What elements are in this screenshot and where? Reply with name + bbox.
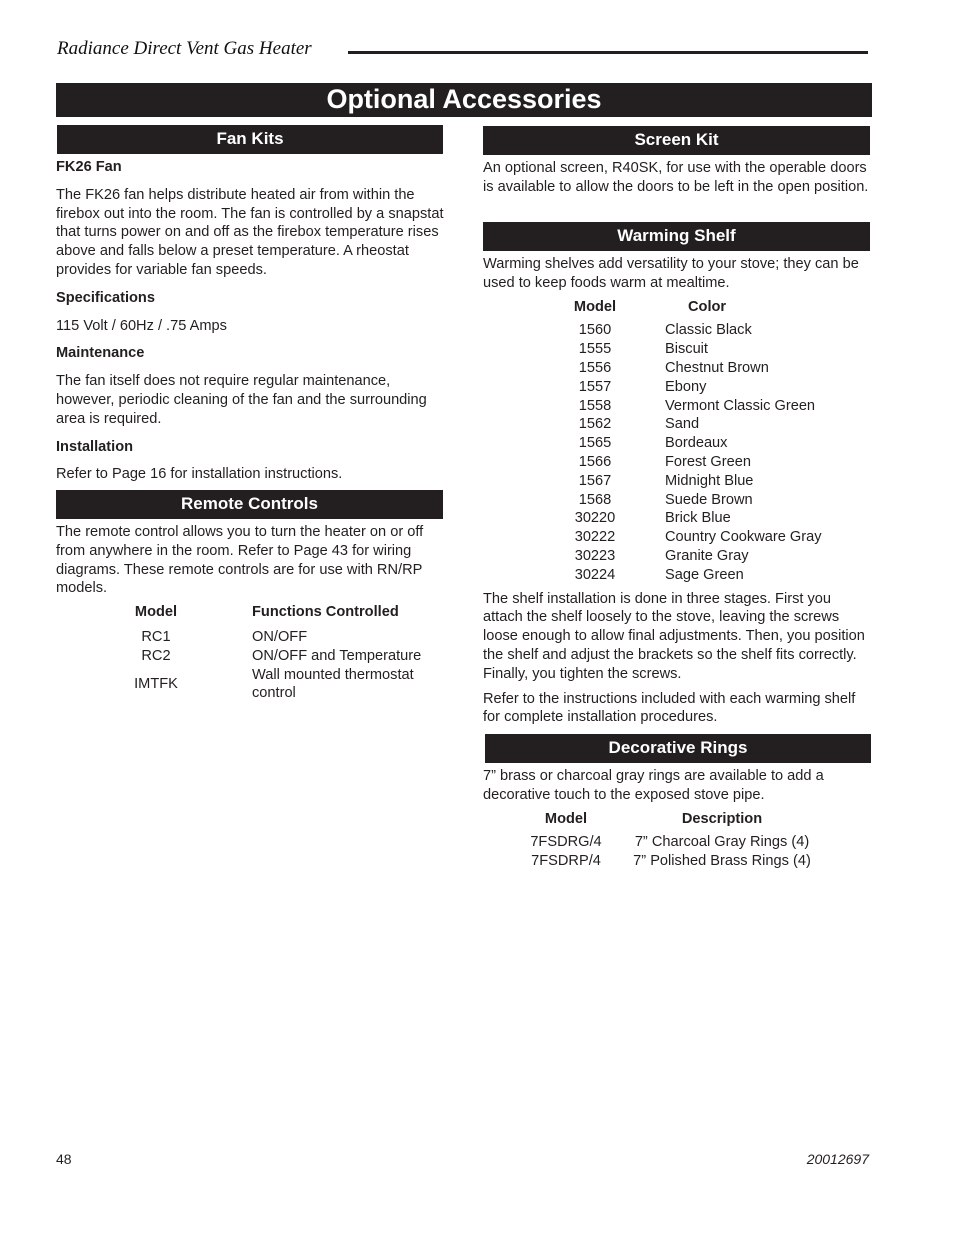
table-row: [557, 378, 822, 397]
screen-kit-paragraph: An optional screen, R40SK, for use with the operable doors is available to allow the doors to be left in the open position.: [483, 160, 869, 195]
cell-model: 1560: [578, 322, 612, 339]
cell-color: Country Cookware Gray: [665, 529, 822, 546]
col-header-description: Description: [681, 810, 763, 827]
screen-kit-heading: Screen Kit: [483, 126, 870, 155]
page-title: Optional Accessories: [56, 83, 872, 117]
decorative-rings-paragraph: 7” brass or charcoal gray rings are available to add a decorative touch to the exposed stove pipe.: [483, 768, 824, 803]
maintenance-text: The fan itself does not require regular maintenance, however, periodic cleaning of the fan and the surrounding area is required.: [56, 373, 427, 427]
warming-shelf-heading: Warming Shelf: [483, 222, 870, 251]
cell-model: 7FSDRG/4: [530, 834, 602, 851]
table-row: [557, 434, 822, 453]
installation-text: Refer to Page 16 for installation instructions.: [56, 466, 343, 483]
cell-model: 1567: [578, 472, 612, 489]
table-row: [521, 852, 833, 871]
fan-kits-heading: Fan Kits: [57, 125, 443, 154]
cell-color: Forest Green: [665, 453, 751, 470]
cell-color: Granite Gray: [665, 547, 749, 564]
table-row: [557, 340, 822, 359]
table-row: [114, 647, 444, 666]
cell-functions: ON/OFF and Temperature: [252, 647, 422, 664]
table-row: [557, 359, 822, 378]
table-row: [521, 833, 833, 852]
cell-model: 1562: [578, 416, 612, 433]
table-row: [557, 321, 822, 340]
col-header-model: Model: [573, 298, 617, 315]
cell-color: Midnight Blue: [665, 472, 754, 489]
cell-color: Suede Brown: [665, 491, 753, 508]
table-row: [557, 472, 822, 491]
decorative-rings-table: [521, 810, 833, 871]
cell-color: Ebony: [665, 378, 707, 395]
warming-shelf-install-text: The shelf installation is done in three stages. First you attach the shelf loosely to the stove, leaving the screws loose enough to allow final adjustments. Then, you position the shelf and adjust the brackets so the shelf fits correctly. Finally, you tighten the screws.: [483, 590, 865, 682]
decorative-rings-heading: Decorative Rings: [485, 734, 871, 763]
cell-color: Vermont Classic Green: [665, 397, 816, 414]
specifications-text: 115 Volt / 60Hz / .75 Amps: [56, 317, 227, 334]
cell-color: Bordeaux: [665, 435, 728, 452]
cell-color: Sage Green: [665, 566, 744, 583]
remote-controls-table: [114, 603, 444, 703]
fan-kits-section: [56, 158, 444, 484]
cell-model: 30224: [574, 566, 616, 583]
table-row: [114, 666, 444, 704]
col-header-color: Color: [688, 298, 727, 315]
col-header-functions: Functions Controlled: [252, 604, 399, 621]
warming-shelf-table: [557, 298, 822, 585]
header-rule: [348, 51, 868, 54]
cell-color: Biscuit: [665, 341, 708, 358]
cell-model: 30223: [574, 547, 616, 564]
warming-shelf-intro: Warming shelves add versatility to your stove; they can be used to keep foods warm at mealtime.: [483, 256, 859, 291]
table-row: [557, 491, 822, 510]
table-row: [557, 528, 822, 547]
cell-model: RC1: [141, 628, 171, 645]
cell-model: 1555: [578, 341, 612, 358]
table-row: [557, 566, 822, 585]
table-row: [557, 415, 822, 434]
page-number: 48: [56, 1151, 72, 1167]
warming-shelf-section: [483, 255, 871, 727]
fk26-subheading: FK26 Fan: [56, 159, 122, 175]
cell-color: Brick Blue: [665, 510, 731, 527]
cell-color: Classic Black: [665, 322, 752, 339]
col-header-model: Model: [544, 810, 588, 827]
remote-controls-section: [56, 523, 444, 703]
installation-heading: Installation: [56, 438, 134, 455]
remote-controls-heading: Remote Controls: [56, 490, 443, 519]
table-row: [557, 453, 822, 472]
cell-model: 1558: [578, 397, 612, 414]
cell-description: 7” Charcoal Gray Rings (4): [634, 834, 810, 851]
col-header-model: Model: [134, 604, 178, 621]
cell-model: 1566: [578, 453, 612, 470]
remote-controls-paragraph: The remote control allows you to turn the heater on or off from anywhere in the room. Refer to Page 43 for wiring diagrams. These remote controls are for use with RN/RP models.: [56, 524, 424, 597]
document-number: 20012697: [806, 1151, 869, 1167]
cell-color: Chestnut Brown: [665, 359, 769, 376]
warming-shelf-refer-text: Refer to the instructions included with each warming shelf for complete installation procedures.: [483, 690, 856, 726]
cell-description: 7” Polished Brass Rings (4): [633, 853, 811, 870]
cell-model: 1568: [578, 491, 612, 508]
cell-model: 1557: [578, 378, 612, 395]
table-row: [557, 397, 822, 416]
cell-model: IMTFK: [134, 675, 178, 692]
fk26-paragraph: The FK26 fan helps distribute heated air from within the firebox out into the room. The fan is controlled by a snapstat that turns power on and off as the firebox temperature rises above and falls below a preset temperature. A rheostat provides for variable fan speeds.: [56, 186, 444, 278]
table-row: [114, 628, 444, 647]
cell-model: 30222: [574, 529, 616, 546]
cell-model: 1556: [578, 359, 612, 376]
screen-kit-section: [483, 159, 871, 197]
maintenance-heading: Maintenance: [56, 345, 145, 362]
table-row: [557, 509, 822, 528]
cell-model: RC2: [141, 647, 171, 664]
cell-model: 1565: [578, 435, 612, 452]
cell-model: 7FSDRP/4: [531, 853, 601, 870]
document-header-title: Radiance Direct Vent Gas Heater: [57, 38, 312, 59]
table-row: [557, 547, 822, 566]
cell-functions: Wall mounted thermostat control: [252, 666, 414, 702]
cell-model: 30220: [574, 510, 616, 527]
cell-functions: ON/OFF: [252, 628, 308, 645]
specifications-heading: Specifications: [56, 289, 155, 306]
decorative-rings-section: [483, 767, 871, 871]
cell-color: Sand: [665, 416, 700, 433]
